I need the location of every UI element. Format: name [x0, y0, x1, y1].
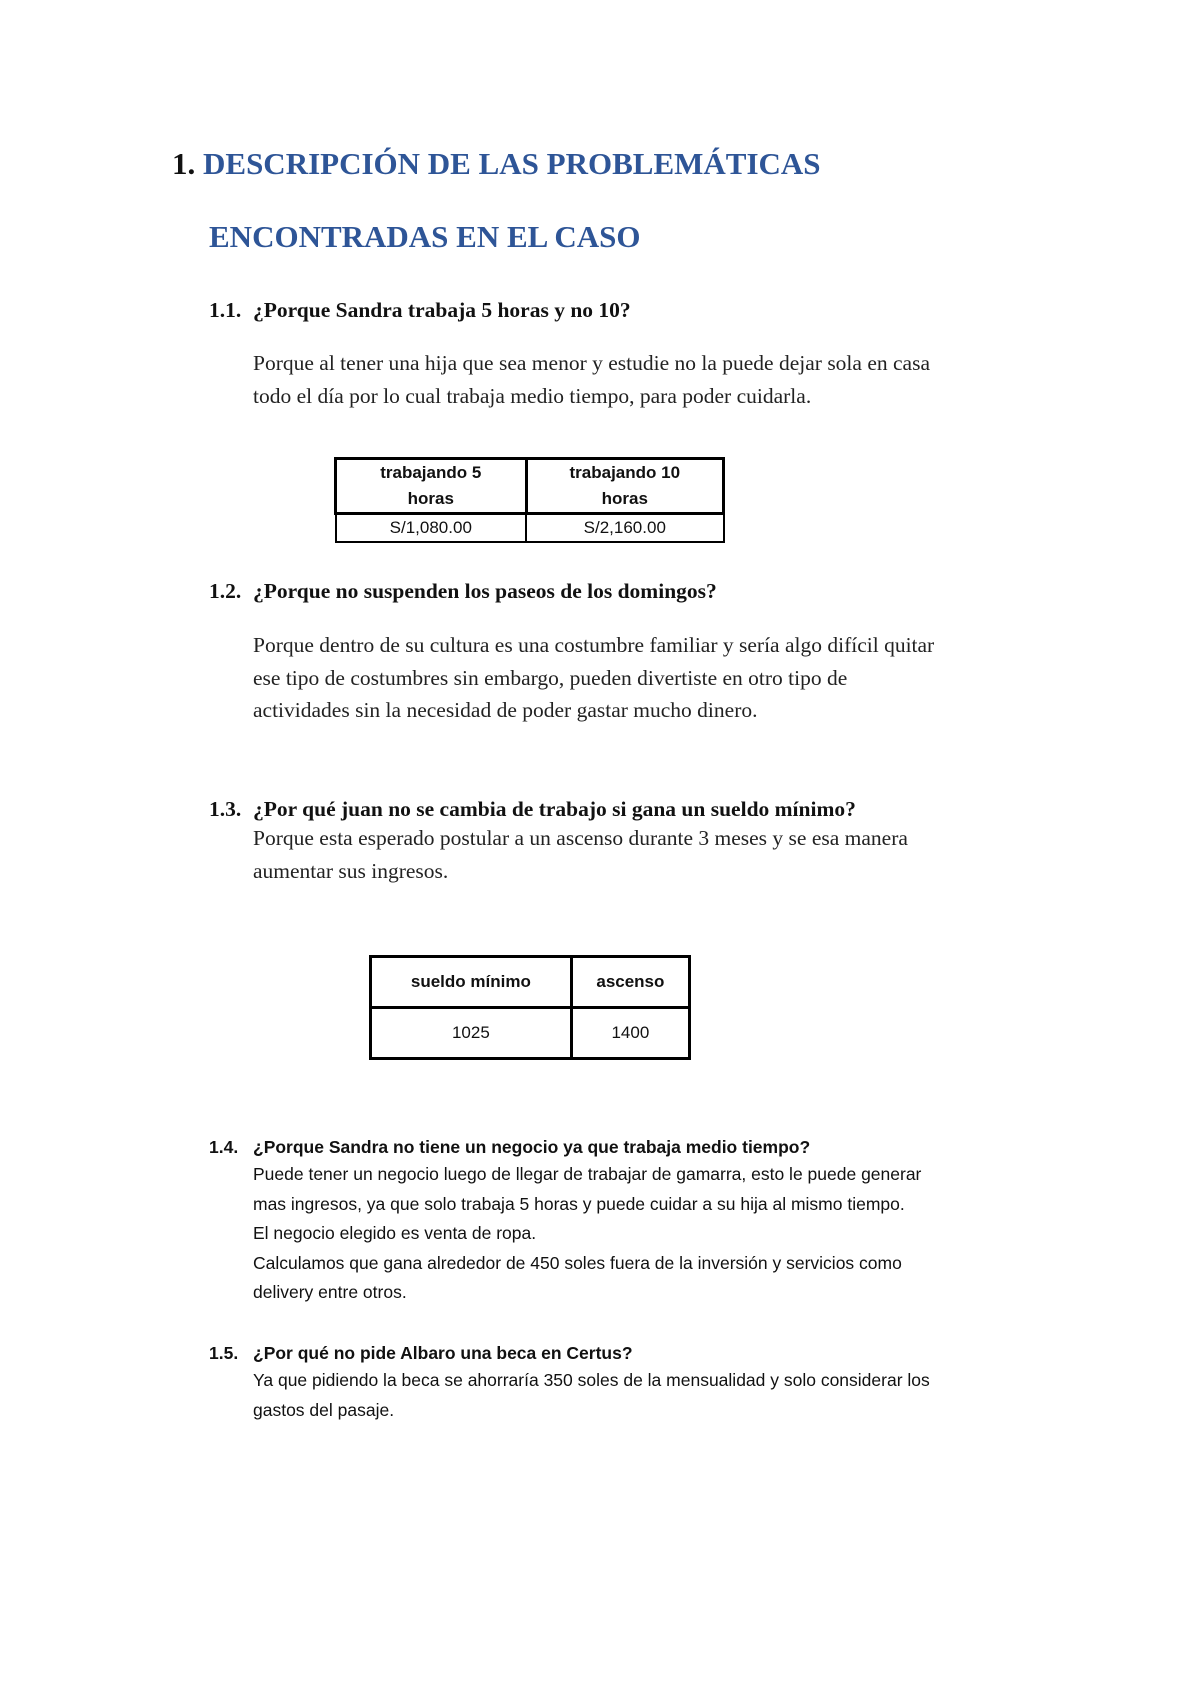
main-heading-line2	[209, 219, 641, 255]
section-1-2-heading: 1.2. ¿Porque no suspenden los paseos de los domingos?	[209, 579, 717, 603]
table-cell: S/2,160.00	[526, 514, 723, 543]
section-1-2-text: Porque dentro de su cultura es una costumbre familiar y sería algo difícil quitar ese tipo de costumbres sin embargo, pueden divertiste en otro tipo de actividades sin la necesidad de poder gastar mucho dinero.	[253, 633, 935, 722]
main-heading-line1	[172, 146, 821, 182]
section-1-5-heading: 1.5. ¿Por qué no pide Albaro una beca en Certus?	[209, 1343, 633, 1363]
section-1-1-heading: 1.1. ¿Porque Sandra trabaja 5 horas y no 10?	[209, 298, 631, 322]
table-cell: 1025	[371, 1008, 572, 1059]
table-header-cell: sueldo mínimo	[371, 957, 572, 1008]
table-cell: S/1,080.00	[336, 514, 527, 543]
section-1-3-heading: 1.3. ¿Por qué juan no se cambia de trabajo si gana un sueldo mínimo?	[209, 797, 856, 821]
heading-text-1: DESCRIPCIÓN DE LAS PROBLEMÁTICAS	[203, 146, 821, 181]
table-cell: 1400	[571, 1008, 689, 1059]
section-1-5-text: Ya que pidiendo la beca se ahorraría 350 soles de la mensualidad y solo considerar los gastos del pasaje.	[253, 1370, 930, 1420]
table-header-cell: ascenso	[571, 957, 689, 1008]
table-header-cell: trabajando 10 horas	[526, 459, 723, 514]
table-row	[371, 957, 690, 1008]
heading-number: 1.	[172, 146, 196, 181]
table-row	[371, 1008, 690, 1059]
section-1-3-text: Porque esta esperado postular a un ascenso durante 3 meses y se esa manera aumentar sus ingresos.	[253, 826, 908, 883]
section-1-4-text: Puede tener un negocio luego de llegar de trabajar de gamarra, esto le puede generar mas ingresos, ya que solo trabaja 5 horas y puede cuidar a su hija al mismo tiempo. El negocio elegido es venta de ropa. Calculamos que gana alrededor de 450 soles fuera de la inversión y servicios como delivery entre otros.	[253, 1164, 922, 1302]
section-1-1-text: Porque al tener una hija que sea menor y estudie no la puede dejar sola en casa todo el día por lo cual trabaja medio tiempo, para poder cuidarla.	[253, 351, 930, 408]
section-1-4-heading: 1.4. ¿Porque Sandra no tiene un negocio ya que trabaja medio tiempo?	[209, 1137, 811, 1157]
salary-table	[369, 955, 691, 1060]
table-header-cell: trabajando 5 horas	[336, 459, 527, 514]
heading-text-2: ENCONTRADAS EN EL CASO	[209, 219, 641, 254]
table-row	[336, 514, 724, 543]
table-row	[336, 459, 724, 514]
hours-comparison-table	[334, 457, 725, 543]
